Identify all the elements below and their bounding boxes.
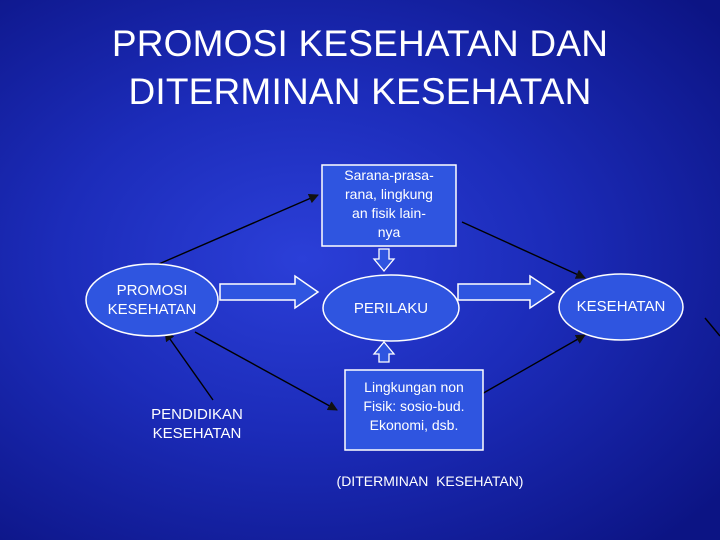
kesehatan-label: KESEHATAN	[576, 298, 666, 315]
arrow-promosi-to-lingkungan	[195, 332, 337, 410]
arrow-lingkungan-to-kesehatan	[480, 335, 585, 395]
lingkungan-line3: Ekonomi, dsb.	[369, 417, 459, 433]
perilaku-label: PERILAKU	[353, 300, 429, 317]
sarana-line3: an fisik lain-	[352, 205, 426, 221]
arrow-promosi-to-sarana	[145, 195, 318, 270]
pendidikan-kesehatan-label	[128, 405, 266, 443]
block-arrow-sarana-to-perilaku	[374, 249, 394, 271]
lingkungan-box-text	[345, 378, 483, 435]
pendidikan-line1: PENDIDIKAN	[151, 406, 243, 423]
diagram-caption: (DITERMINAN KESEHATAN)	[336, 473, 524, 489]
block-arrow-promosi-to-perilaku	[220, 276, 318, 308]
promosi-kesehatan-label	[86, 281, 218, 319]
sarana-line1: Sarana-prasa-	[344, 167, 434, 183]
slide-title-line2: DITERMINAN KESEHATAN	[128, 71, 592, 112]
block-arrow-perilaku-to-kesehatan	[458, 276, 554, 308]
slide-title-line1: PROMOSI KESEHATAN DAN	[111, 23, 609, 64]
arrow-pendidikan-to-promosi	[165, 332, 213, 400]
arrow-sarana-to-kesehatan	[462, 222, 585, 278]
lingkungan-line1: Lingkungan non	[364, 379, 464, 395]
block-arrow-lingkungan-to-perilaku	[374, 342, 394, 362]
promosi-label-line2: KESEHATAN	[107, 301, 197, 318]
sarana-box-text	[322, 166, 456, 242]
promosi-label-line1: PROMOSI	[116, 282, 188, 299]
pendidikan-line2: KESEHATAN	[152, 425, 242, 442]
arrow-offpage	[705, 318, 720, 336]
sarana-line2: rana, lingkung	[345, 186, 433, 202]
sarana-line4: nya	[377, 224, 401, 240]
lingkungan-line2: Fisik: sosio-bud.	[363, 398, 465, 414]
